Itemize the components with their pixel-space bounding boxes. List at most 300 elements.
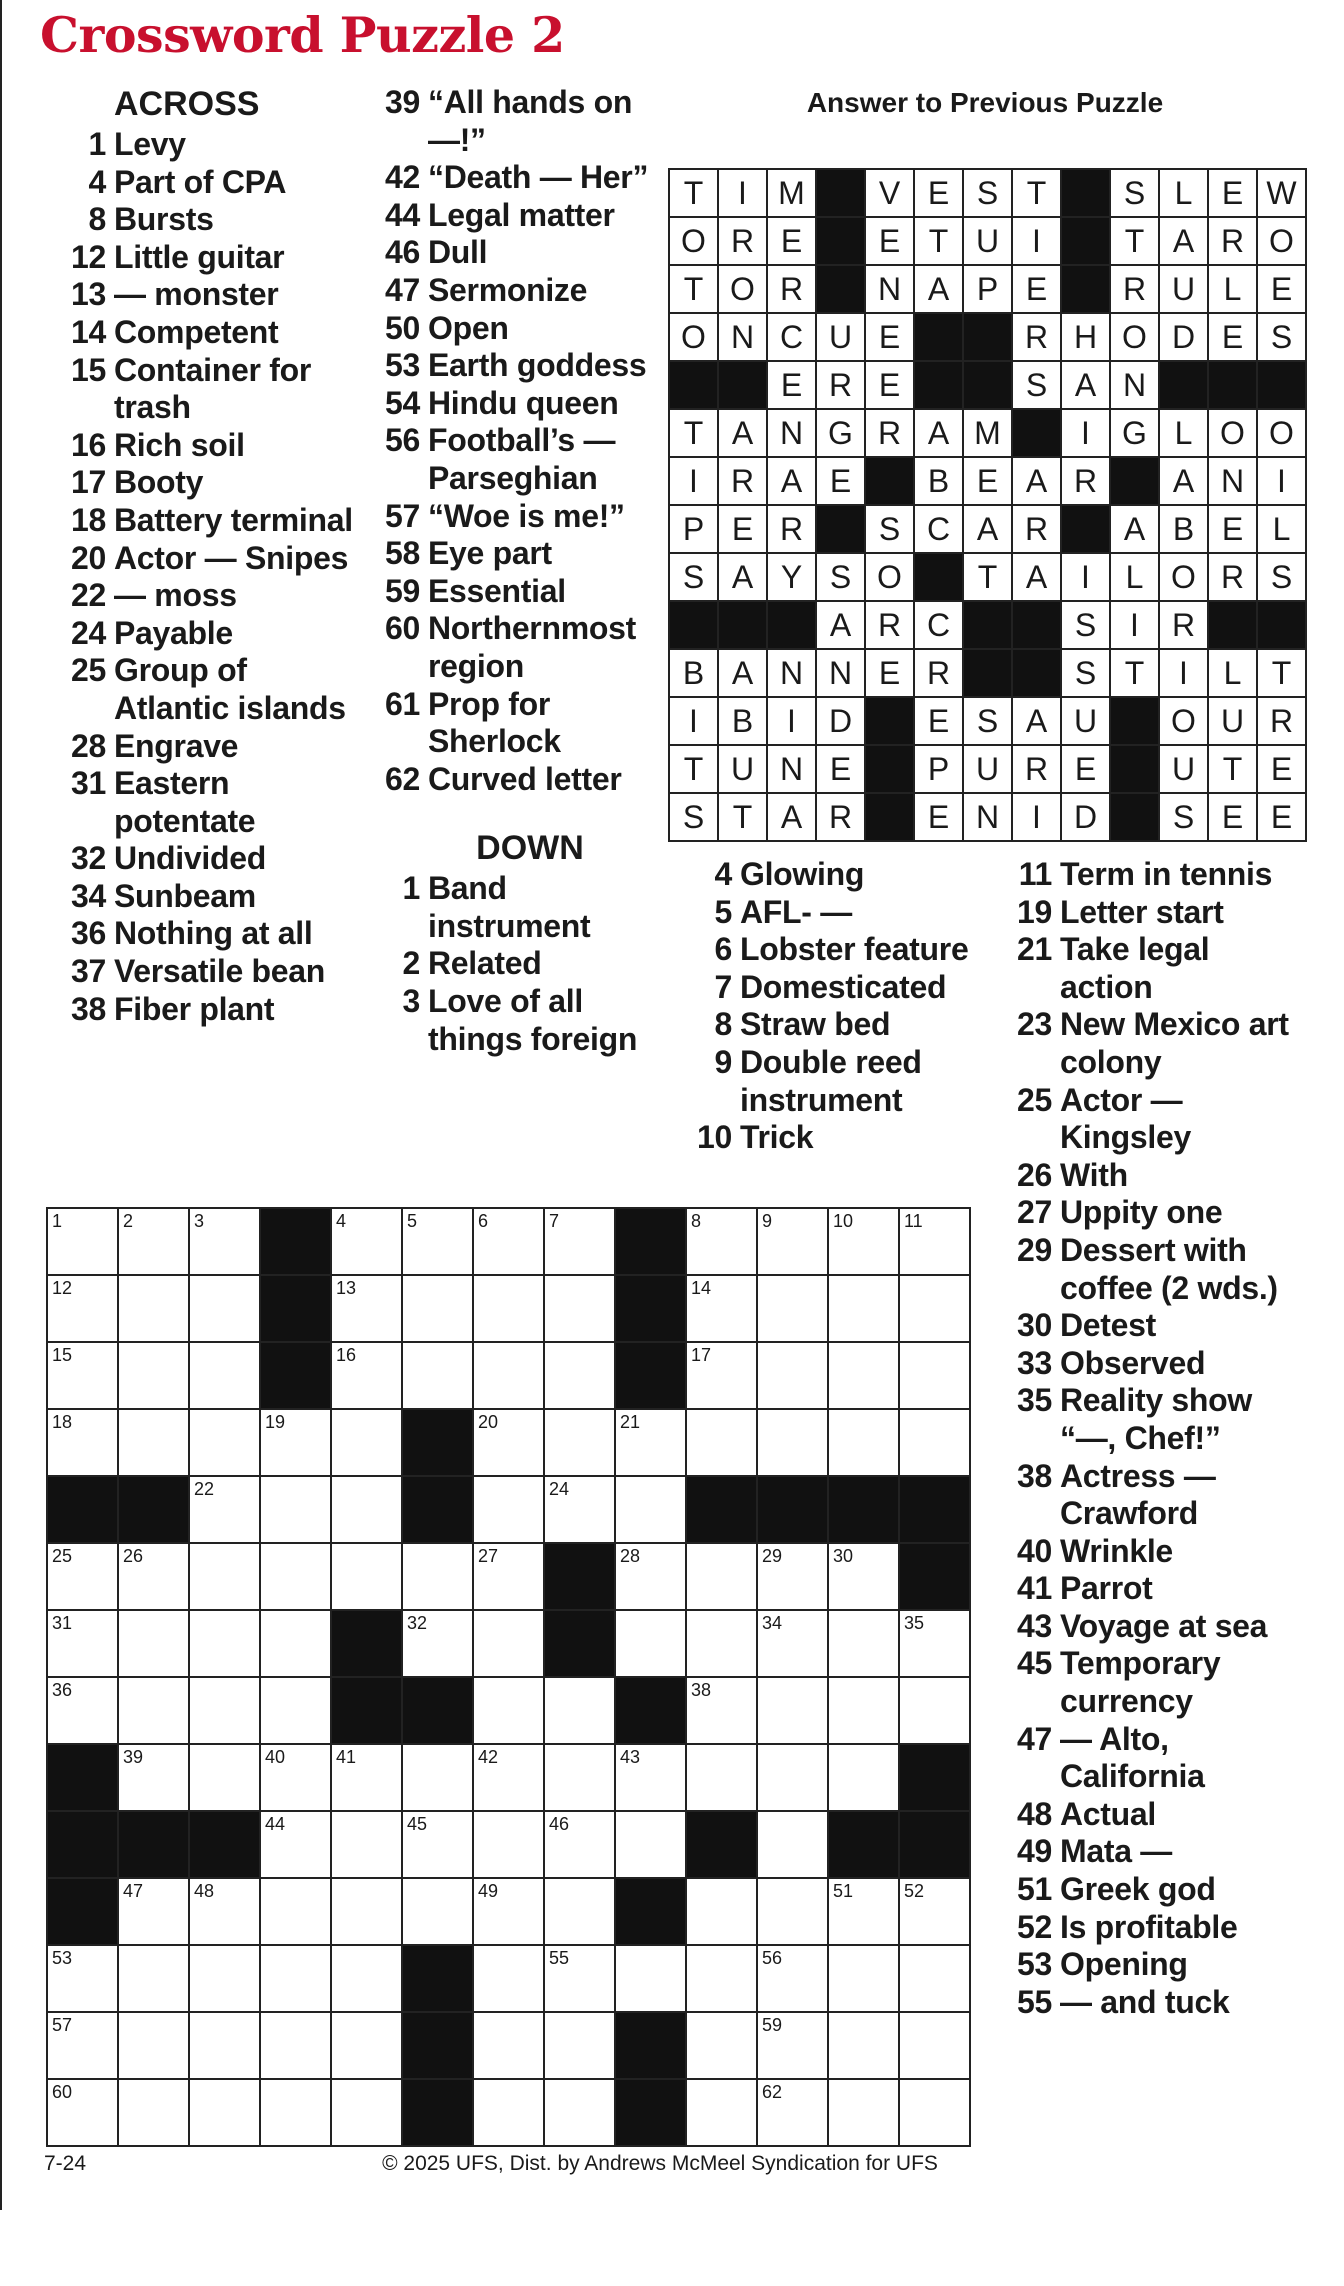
grid-cell[interactable]: [544, 1476, 615, 1543]
clue-item: [56, 239, 356, 277]
black-square: [402, 1945, 473, 2012]
grid-cell[interactable]: [473, 1275, 544, 1342]
cell-number: 43: [620, 1747, 641, 1767]
grid-cell[interactable]: [686, 1677, 757, 1744]
answer-letter-cell: A: [718, 649, 767, 697]
answer-letter-cell: S: [816, 553, 865, 601]
grid-cell[interactable]: [473, 1543, 544, 1610]
clue-text: Reality show “—, Chef!”: [1060, 1382, 1253, 1456]
answer-grid-row: [669, 169, 1306, 217]
clue-text: Dull: [428, 234, 488, 271]
black-square: [828, 1811, 899, 1878]
cell-number: 47: [123, 1881, 144, 1901]
clue-number: 55: [1017, 1983, 1052, 2020]
grid-cell[interactable]: [473, 2012, 544, 2079]
cell-number: 15: [52, 1345, 73, 1365]
answer-black-square: [669, 601, 718, 649]
grid-cell[interactable]: [615, 1610, 686, 1677]
answer-letter-cell: T: [914, 217, 963, 265]
answer-letter-cell: O: [669, 313, 718, 361]
answer-letter-cell: A: [816, 601, 865, 649]
grid-cell[interactable]: [47, 1610, 118, 1677]
cell-number: 41: [336, 1747, 357, 1767]
answer-letter-cell: G: [816, 409, 865, 457]
grid-cell[interactable]: [615, 1409, 686, 1476]
grid-cell[interactable]: [544, 1677, 615, 1744]
clue-text: “Woe is me!”: [428, 497, 625, 534]
grid-cell[interactable]: [47, 1677, 118, 1744]
grid-cell[interactable]: [473, 1409, 544, 1476]
answer-letter-cell: R: [1012, 505, 1061, 553]
answer-letter-cell: S: [1257, 313, 1306, 361]
clue-item: [682, 894, 982, 932]
clue-item: [56, 915, 356, 953]
grid-cell[interactable]: [757, 1744, 828, 1811]
grid-row: [47, 1677, 970, 1744]
answer-letter-cell: N: [718, 313, 767, 361]
cell-number: 56: [762, 1948, 783, 1968]
grid-cell[interactable]: [828, 1744, 899, 1811]
grid-cell[interactable]: [260, 2012, 331, 2079]
answer-letter-cell: C: [767, 313, 816, 361]
grid-cell[interactable]: [828, 1543, 899, 1610]
clue-number: 42: [385, 159, 420, 196]
grid-cell[interactable]: [615, 1945, 686, 2012]
grid-cell[interactable]: [544, 1208, 615, 1275]
grid-cell[interactable]: [757, 1342, 828, 1409]
grid-cell[interactable]: [47, 2012, 118, 2079]
footer-code: 7-24: [44, 2152, 87, 2175]
answer-letter-cell: Y: [767, 553, 816, 601]
answer-letter-cell: E: [1208, 169, 1257, 217]
answer-black-square: [1061, 217, 1110, 265]
grid-cell[interactable]: [899, 1409, 970, 1476]
grid-cell[interactable]: [47, 1342, 118, 1409]
grid-cell[interactable]: [331, 2079, 402, 2146]
across-clue-list-continued: [370, 84, 670, 798]
clue-text: Opening: [1060, 1946, 1188, 1983]
answer-grid-row: [669, 601, 1306, 649]
grid-cell[interactable]: [757, 1543, 828, 1610]
grid-cell[interactable]: [189, 1476, 260, 1543]
answer-letter-cell: B: [1159, 505, 1208, 553]
grid-cell[interactable]: [544, 1342, 615, 1409]
grid-cell[interactable]: [757, 2079, 828, 2146]
grid-cell[interactable]: [473, 1342, 544, 1409]
grid-cell[interactable]: [828, 2079, 899, 2146]
grid-cell[interactable]: [899, 1275, 970, 1342]
cell-number: 3: [194, 1211, 205, 1231]
clue-text: Detest: [1060, 1307, 1157, 1344]
answer-heading: Answer to Previous Puzzle: [806, 87, 1164, 118]
answer-black-square: [865, 457, 914, 505]
answer-letter-cell: L: [1257, 505, 1306, 553]
grid-cell[interactable]: [899, 1878, 970, 1945]
answer-letter-cell: R: [1110, 265, 1159, 313]
answer-letter-cell: O: [865, 553, 914, 601]
grid-cell[interactable]: [189, 1945, 260, 2012]
grid-cell[interactable]: [118, 1342, 189, 1409]
grid-cell[interactable]: [757, 1945, 828, 2012]
clue-number: 18: [71, 501, 106, 538]
black-square: [47, 1878, 118, 1945]
grid-cell[interactable]: [260, 1945, 331, 2012]
grid-cell[interactable]: [686, 1543, 757, 1610]
answer-letter-cell: I: [1061, 409, 1110, 457]
grid-cell[interactable]: [899, 1677, 970, 1744]
grid-cell[interactable]: [189, 1342, 260, 1409]
answer-letter-cell: I: [669, 457, 718, 505]
clue-item: [1002, 1645, 1302, 1720]
grid-cell[interactable]: [473, 1677, 544, 1744]
grid-cell[interactable]: [189, 1610, 260, 1677]
answer-letter-cell: I: [1159, 649, 1208, 697]
answer-letter-cell: A: [1012, 457, 1061, 505]
clue-number: 25: [1017, 1081, 1052, 1118]
grid-cell[interactable]: [118, 1945, 189, 2012]
clue-text: Temporary currency: [1060, 1645, 1221, 1720]
grid-cell[interactable]: [402, 1342, 473, 1409]
grid-cell[interactable]: [544, 1744, 615, 1811]
black-square: [615, 1342, 686, 1409]
black-square: [402, 1677, 473, 1744]
grid-cell[interactable]: [189, 1275, 260, 1342]
grid-cell[interactable]: [189, 1677, 260, 1744]
grid-cell[interactable]: [402, 1610, 473, 1677]
clue-item: [1002, 1946, 1302, 1984]
clue-number: 16: [71, 426, 106, 463]
grid-cell[interactable]: [473, 1878, 544, 1945]
answer-letter-cell: R: [816, 793, 865, 841]
grid-cell[interactable]: [757, 1610, 828, 1677]
grid-cell[interactable]: [331, 1342, 402, 1409]
grid-cell[interactable]: [899, 1208, 970, 1275]
answer-grid-row: [669, 409, 1306, 457]
grid-cell[interactable]: [118, 1610, 189, 1677]
clue-number: 22: [71, 577, 106, 614]
cell-number: 17: [691, 1345, 712, 1365]
grid-cell[interactable]: [47, 1275, 118, 1342]
grid-cell[interactable]: [828, 1610, 899, 1677]
grid-cell[interactable]: [331, 1878, 402, 1945]
clue-item: [370, 535, 670, 573]
clue-item: [56, 878, 356, 916]
clue-text: With: [1060, 1156, 1128, 1193]
grid-cell[interactable]: [686, 1208, 757, 1275]
cell-number: 4: [336, 1211, 347, 1231]
grid-cell[interactable]: [47, 2079, 118, 2146]
clue-number: 31: [71, 765, 106, 802]
grid-cell[interactable]: [331, 1275, 402, 1342]
black-square: [615, 1275, 686, 1342]
grid-cell[interactable]: [402, 1543, 473, 1610]
grid-cell[interactable]: [686, 1610, 757, 1677]
grid-cell[interactable]: [899, 2012, 970, 2079]
clue-text: Voyage at sea: [1060, 1607, 1268, 1644]
grid-cell[interactable]: [189, 1208, 260, 1275]
answer-grid-row: [669, 505, 1306, 553]
answer-letter-cell: E: [914, 697, 963, 745]
grid-cell[interactable]: [331, 1543, 402, 1610]
cell-number: 53: [52, 1948, 73, 1968]
grid-cell[interactable]: [899, 1945, 970, 2012]
answer-letter-cell: T: [1208, 745, 1257, 793]
answer-letter-cell: D: [816, 697, 865, 745]
grid-cell[interactable]: [189, 2012, 260, 2079]
grid-cell[interactable]: [118, 1744, 189, 1811]
answer-letter-cell: A: [718, 409, 767, 457]
grid-cell[interactable]: [828, 1342, 899, 1409]
clue-text: Dessert with coffee (2 wds.): [1060, 1231, 1278, 1306]
clue-text: Trick: [740, 1119, 814, 1156]
clue-number: 44: [385, 196, 420, 233]
answer-black-square: [816, 505, 865, 553]
clue-number: 6: [714, 931, 732, 968]
grid-cell[interactable]: [828, 1878, 899, 1945]
grid-cell[interactable]: [473, 1476, 544, 1543]
grid-cell[interactable]: [686, 1275, 757, 1342]
grid-cell[interactable]: [757, 2012, 828, 2079]
grid-cell[interactable]: [544, 1945, 615, 2012]
answer-letter-cell: S: [1110, 169, 1159, 217]
answer-black-square: [1257, 361, 1306, 409]
clue-number: 59: [385, 572, 420, 609]
grid-cell[interactable]: [899, 2079, 970, 2146]
grid-cell[interactable]: [544, 1409, 615, 1476]
clue-number: 4: [88, 163, 106, 200]
grid-cell[interactable]: [473, 1945, 544, 2012]
black-square: [402, 1409, 473, 1476]
clue-item: [56, 953, 356, 991]
cell-number: 13: [336, 1278, 357, 1298]
grid-cell[interactable]: [615, 1476, 686, 1543]
grid-cell[interactable]: [544, 1811, 615, 1878]
answer-letter-cell: R: [914, 649, 963, 697]
grid-cell[interactable]: [260, 1476, 331, 1543]
grid-cell[interactable]: [402, 1275, 473, 1342]
answer-letter-cell: E: [1061, 745, 1110, 793]
answer-letter-cell: T: [669, 265, 718, 313]
grid-cell[interactable]: [260, 1409, 331, 1476]
grid-cell[interactable]: [118, 1677, 189, 1744]
grid-cell[interactable]: [47, 1945, 118, 2012]
grid-cell[interactable]: [189, 1744, 260, 1811]
clue-number: 23: [1017, 1006, 1052, 1043]
grid-cell[interactable]: [260, 1878, 331, 1945]
grid-cell[interactable]: [828, 1677, 899, 1744]
grid-cell[interactable]: [473, 1811, 544, 1878]
grid-cell[interactable]: [757, 1208, 828, 1275]
grid-cell[interactable]: [260, 1811, 331, 1878]
grid-cell[interactable]: [473, 1610, 544, 1677]
clue-item: [370, 159, 670, 197]
grid-cell[interactable]: [686, 1878, 757, 1945]
answer-letter-cell: T: [718, 793, 767, 841]
grid-cell[interactable]: [828, 1275, 899, 1342]
cell-number: 52: [904, 1881, 925, 1901]
grid-cell[interactable]: [757, 1878, 828, 1945]
clue-number: 38: [71, 990, 106, 1027]
cell-number: 11: [904, 1211, 923, 1231]
grid-cell[interactable]: [189, 2079, 260, 2146]
grid-cell[interactable]: [828, 2012, 899, 2079]
grid-cell[interactable]: [118, 1275, 189, 1342]
grid-cell[interactable]: [473, 1208, 544, 1275]
answer-black-square: [767, 601, 816, 649]
grid-cell[interactable]: [757, 1811, 828, 1878]
grid-cell[interactable]: [118, 2012, 189, 2079]
grid-cell[interactable]: [118, 1543, 189, 1610]
black-square: [47, 1744, 118, 1811]
answer-letter-cell: A: [767, 457, 816, 505]
clue-item: [682, 1006, 982, 1044]
cell-number: 6: [478, 1211, 489, 1231]
clue-text: “All hands on —!”: [428, 84, 633, 158]
answer-letter-cell: E: [914, 793, 963, 841]
cell-number: 42: [478, 1747, 499, 1767]
grid-cell[interactable]: [402, 1811, 473, 1878]
clue-item: [56, 540, 356, 578]
grid-cell[interactable]: [118, 1878, 189, 1945]
answer-letter-cell: E: [865, 649, 914, 697]
answer-letter-cell: A: [1159, 457, 1208, 505]
grid-cell[interactable]: [828, 1945, 899, 2012]
answer-letter-cell: A: [1159, 217, 1208, 265]
clue-number: 4: [714, 856, 732, 892]
grid-cell[interactable]: [899, 1342, 970, 1409]
answer-letter-cell: E: [816, 457, 865, 505]
grid-cell[interactable]: [118, 1409, 189, 1476]
grid-cell[interactable]: [686, 2079, 757, 2146]
grid-cell[interactable]: [331, 1811, 402, 1878]
clue-number: 47: [1017, 1720, 1052, 1757]
clue-text: Is profitable: [1060, 1908, 1238, 1945]
grid-cell[interactable]: [189, 1543, 260, 1610]
grid-cell[interactable]: [189, 1409, 260, 1476]
cell-number: 12: [52, 1278, 73, 1298]
cell-number: 31: [52, 1613, 73, 1633]
grid-cell[interactable]: [331, 1945, 402, 2012]
clue-number: 53: [385, 347, 420, 384]
grid-cell[interactable]: [686, 2012, 757, 2079]
grid-cell[interactable]: [118, 1208, 189, 1275]
cell-number: 9: [762, 1211, 773, 1231]
grid-cell[interactable]: [899, 1610, 970, 1677]
clue-number: 14: [71, 313, 106, 350]
cell-number: 49: [478, 1881, 499, 1901]
cell-number: 7: [549, 1211, 560, 1231]
grid-cell[interactable]: [757, 1275, 828, 1342]
answer-grid-row: [669, 697, 1306, 745]
answer-letter-cell: E: [718, 505, 767, 553]
grid-cell[interactable]: [686, 1342, 757, 1409]
grid-cell[interactable]: [260, 1744, 331, 1811]
grid-cell[interactable]: [828, 1208, 899, 1275]
answer-letter-cell: A: [1012, 553, 1061, 601]
grid-cell[interactable]: [260, 1610, 331, 1677]
answer-letter-cell: N: [865, 265, 914, 313]
grid-cell[interactable]: [118, 2079, 189, 2146]
clue-number: 45: [1017, 1645, 1052, 1682]
grid-cell[interactable]: [757, 1409, 828, 1476]
grid-cell[interactable]: [402, 1744, 473, 1811]
grid-cell[interactable]: [47, 1409, 118, 1476]
grid-cell[interactable]: [828, 1409, 899, 1476]
grid-cell[interactable]: [331, 1744, 402, 1811]
grid-cell[interactable]: [615, 1811, 686, 1878]
grid-cell[interactable]: [331, 2012, 402, 2079]
answer-letter-cell: E: [767, 361, 816, 409]
answer-black-square: [963, 601, 1012, 649]
grid-cell[interactable]: [331, 1476, 402, 1543]
grid-cell[interactable]: [544, 2012, 615, 2079]
grid-cell[interactable]: [331, 1208, 402, 1275]
clue-text: Observed: [1060, 1344, 1206, 1381]
answer-black-square: [865, 745, 914, 793]
clue-number: 9: [714, 1043, 732, 1080]
cell-number: 20: [478, 1412, 499, 1432]
clue-text: Prop for Sherlock: [428, 685, 561, 760]
grid-cell[interactable]: [402, 1208, 473, 1275]
down-clue-list-continued: [682, 856, 982, 1157]
cell-number: 10: [833, 1211, 854, 1231]
grid-cell[interactable]: [260, 1677, 331, 1744]
black-square: [331, 1677, 402, 1744]
answer-letter-cell: O: [1208, 409, 1257, 457]
black-square: [899, 1744, 970, 1811]
grid-cell[interactable]: [615, 1744, 686, 1811]
answer-letter-cell: R: [1159, 601, 1208, 649]
cell-number: 32: [407, 1613, 428, 1633]
grid-cell[interactable]: [331, 1409, 402, 1476]
grid-cell[interactable]: [544, 1878, 615, 1945]
grid-cell[interactable]: [686, 1744, 757, 1811]
grid-cell[interactable]: [260, 1543, 331, 1610]
clue-number: 11: [1018, 856, 1052, 892]
clue-number: 17: [71, 464, 106, 501]
answer-letter-cell: R: [816, 361, 865, 409]
answer-letter-cell: I: [718, 169, 767, 217]
grid-cell[interactable]: [402, 1878, 473, 1945]
answer-letter-cell: S: [1159, 793, 1208, 841]
answer-letter-cell: R: [767, 265, 816, 313]
grid-cell[interactable]: [686, 1409, 757, 1476]
grid-cell[interactable]: [473, 1744, 544, 1811]
clue-item: [56, 615, 356, 653]
answer-letter-cell: N: [1208, 457, 1257, 505]
clue-number: 54: [385, 384, 420, 421]
answer-grid-row: [669, 313, 1306, 361]
black-square: [615, 2012, 686, 2079]
answer-grid-row: [669, 361, 1306, 409]
grid-cell[interactable]: [757, 1677, 828, 1744]
grid-cell[interactable]: [686, 1945, 757, 2012]
grid-cell[interactable]: [260, 2079, 331, 2146]
answer-black-square: [963, 649, 1012, 697]
clue-number: 29: [1017, 1231, 1052, 1268]
grid-cell[interactable]: [189, 1878, 260, 1945]
black-square: [757, 1476, 828, 1543]
grid-cell[interactable]: [544, 1275, 615, 1342]
grid-cell[interactable]: [473, 2079, 544, 2146]
grid-cell[interactable]: [47, 1208, 118, 1275]
black-square: [544, 1543, 615, 1610]
grid-cell[interactable]: [47, 1543, 118, 1610]
black-square: [402, 2012, 473, 2079]
answer-letter-cell: M: [963, 409, 1012, 457]
grid-cell[interactable]: [615, 1543, 686, 1610]
grid-cell[interactable]: [544, 2079, 615, 2146]
